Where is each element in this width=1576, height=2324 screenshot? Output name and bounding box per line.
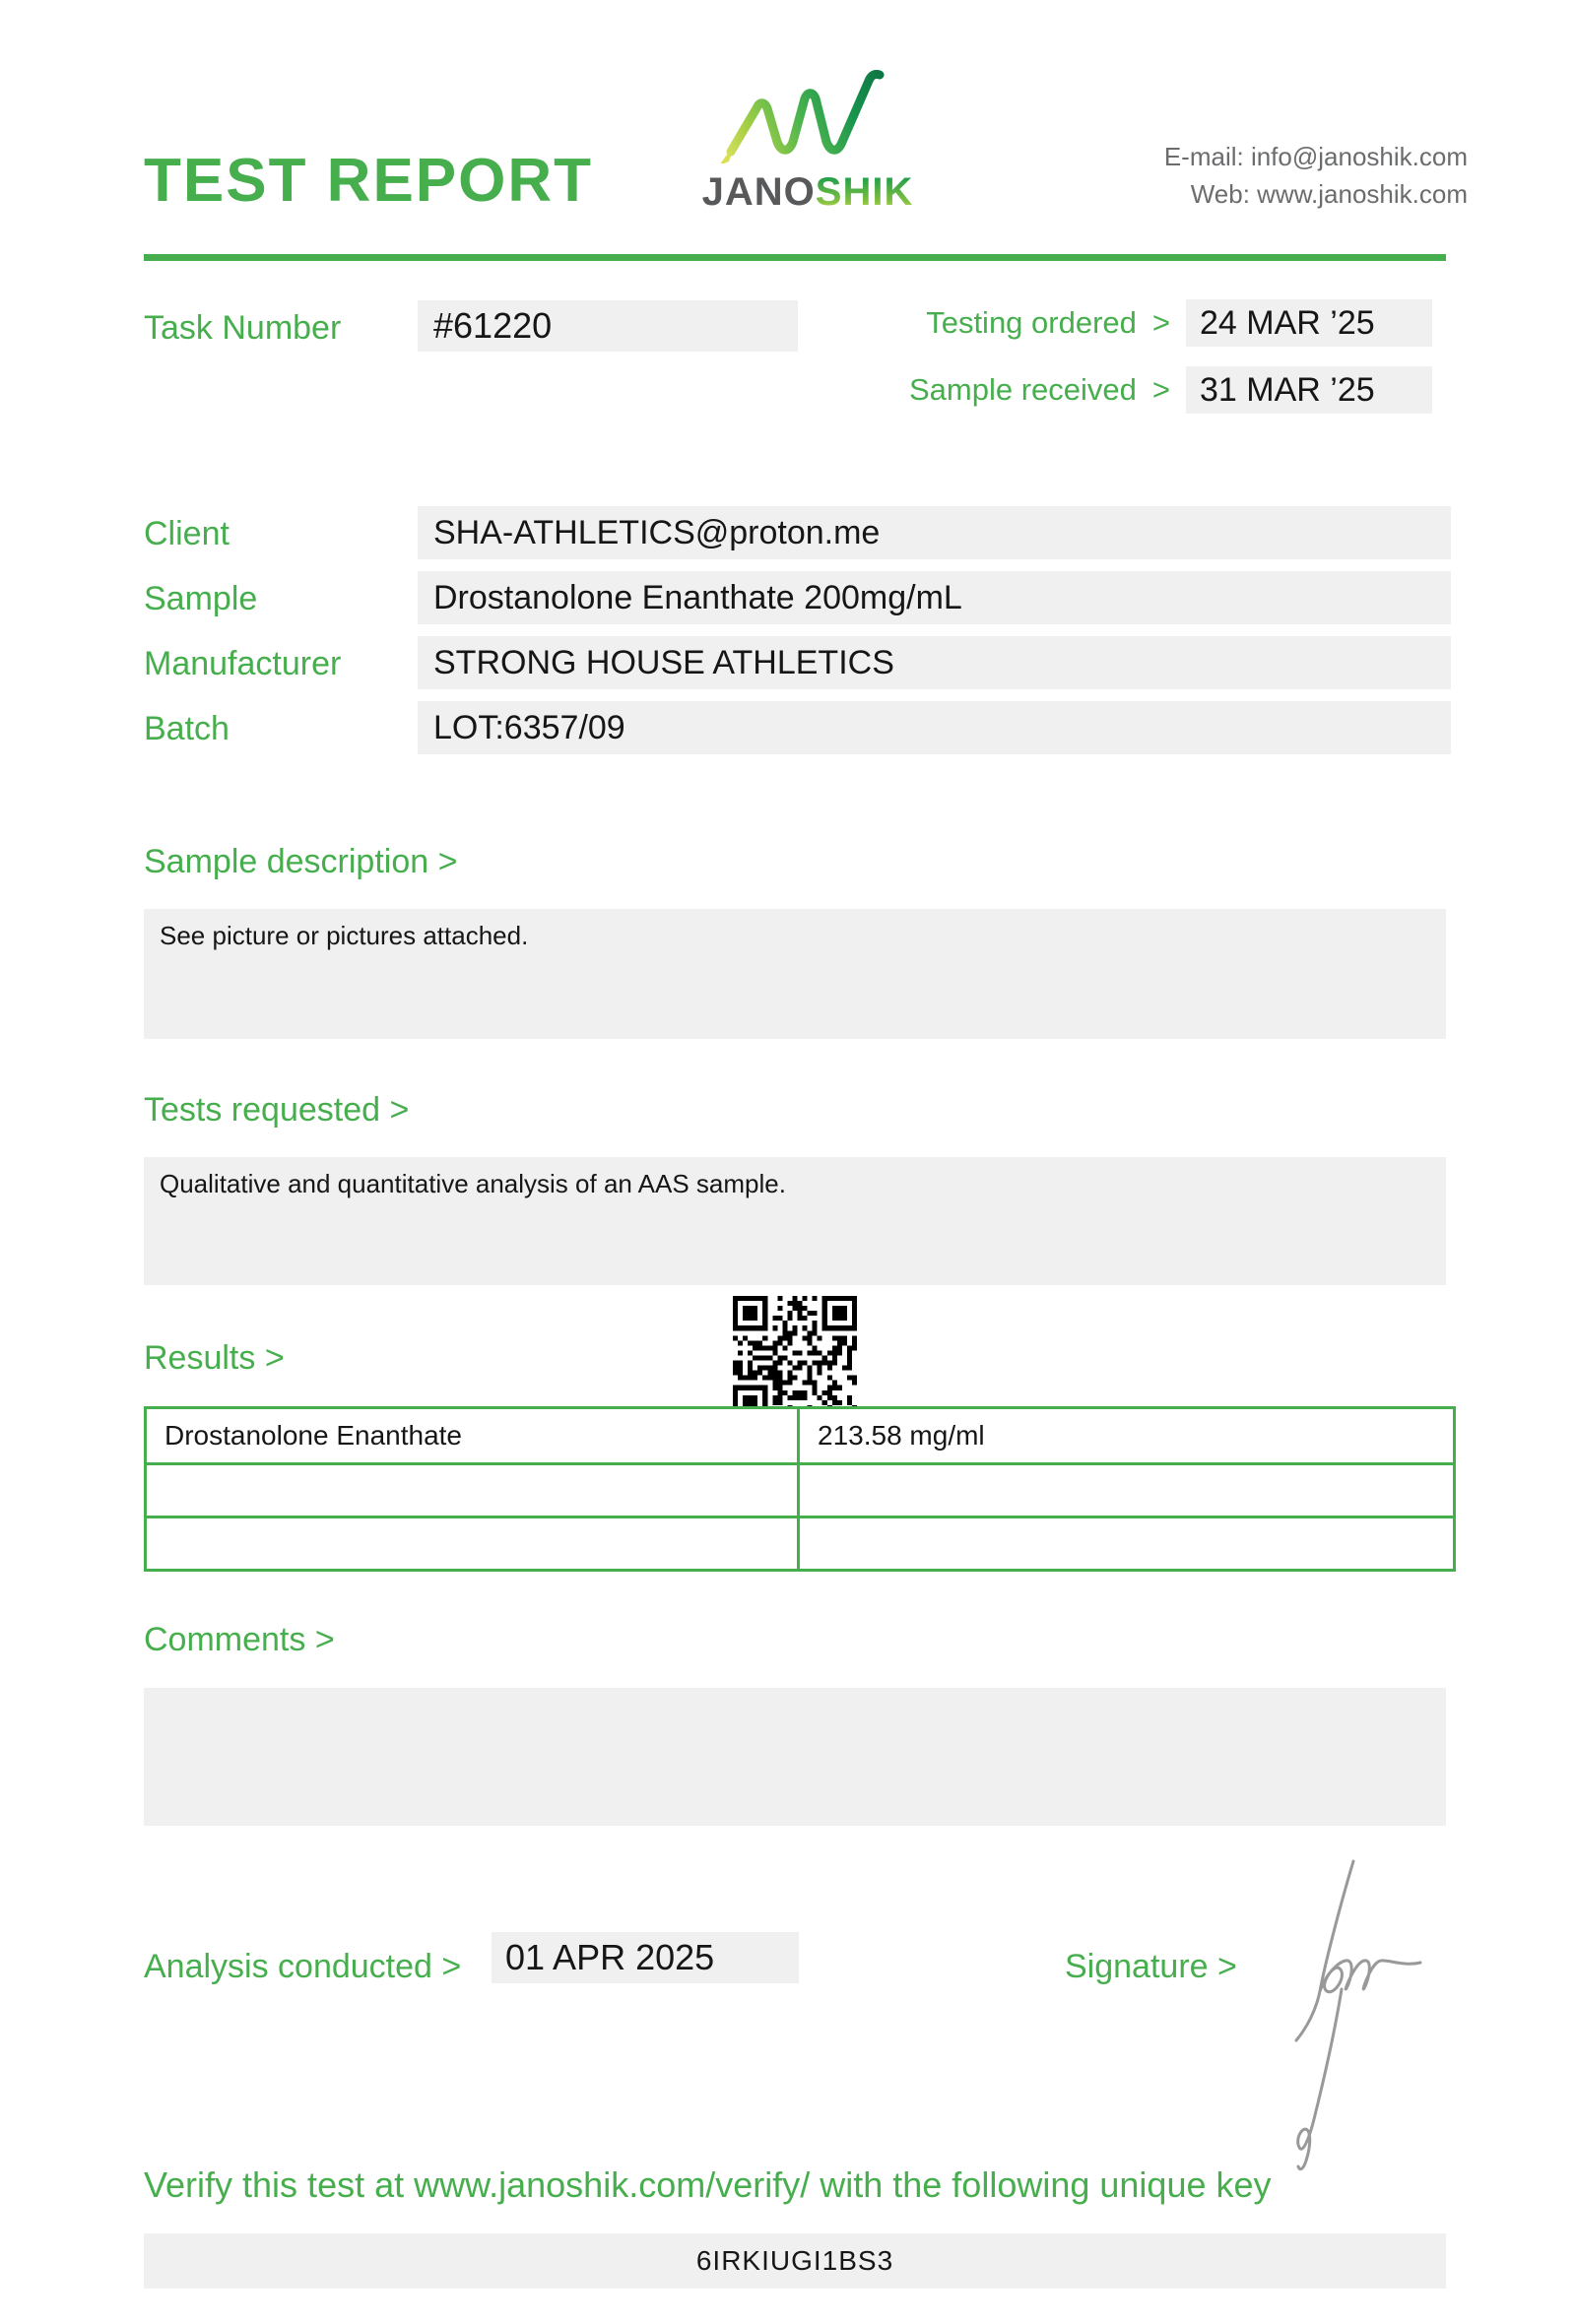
logo-text-shik: SHIK	[815, 170, 914, 214]
testing-ordered-arrow: >	[1151, 305, 1170, 340]
tests-requested-text: Qualitative and quantitative analysis of an AAS sample.	[160, 1169, 786, 1198]
result-value-cell	[797, 1462, 1453, 1516]
batch-field	[418, 701, 1451, 754]
task-number-field	[418, 300, 798, 352]
testing-ordered-label: Testing ordered	[926, 305, 1137, 340]
signature-icon	[1259, 1849, 1466, 2189]
contact-block	[1164, 138, 1468, 213]
sample-description-text: See picture or pictures attached.	[160, 921, 529, 950]
client-label: Client	[144, 515, 230, 552]
analysis-conducted-label: Analysis conducted >	[144, 1948, 462, 1985]
sample-description-heading: Sample description >	[144, 843, 458, 880]
tests-requested-box	[144, 1157, 1446, 1285]
batch-value: LOT:6357/09	[433, 709, 625, 746]
header-divider	[144, 254, 1446, 261]
sample-label: Sample	[144, 580, 258, 617]
result-substance-cell: Drostanolone Enanthate	[164, 1420, 462, 1451]
contact-email: E-mail: info@janoshik.com	[1163, 142, 1468, 171]
manufacturer-field	[418, 636, 1451, 689]
sample-field	[418, 571, 1451, 624]
verify-text: Verify this test at www.janoshik.com/verify/ with the following unique key	[144, 2164, 1272, 2205]
testing-ordered-field	[1186, 299, 1432, 347]
result-value-cell	[797, 1516, 1453, 1569]
analysis-date-field	[492, 1932, 799, 1983]
sample-received-value: 31 MAR ’25	[1200, 371, 1375, 409]
testing-ordered-row	[926, 299, 1432, 347]
task-number-label: Task Number	[144, 309, 342, 347]
sample-received-label: Sample received	[908, 372, 1137, 407]
growth-chart-icon	[678, 65, 938, 168]
results-table	[144, 1406, 1456, 1572]
qr-code-icon	[733, 1296, 857, 1420]
results-heading: Results >	[144, 1339, 285, 1377]
sample-received-arrow: >	[1151, 372, 1170, 407]
contact-web: Web: www.janoshik.com	[1190, 179, 1468, 209]
client-field	[418, 506, 1451, 559]
comments-heading: Comments >	[144, 1621, 335, 1658]
result-substance-cell	[147, 1516, 797, 1569]
batch-label: Batch	[144, 710, 230, 747]
analysis-date-value: 01 APR 2025	[505, 1937, 715, 1977]
tests-requested-heading: Tests requested >	[144, 1091, 410, 1129]
sample-received-row	[909, 366, 1432, 414]
comments-box	[144, 1688, 1446, 1826]
task-number-value: #61220	[433, 305, 553, 346]
testing-ordered-value: 24 MAR ’25	[1200, 304, 1375, 342]
unique-key-field	[144, 2233, 1446, 2289]
sample-received-field	[1186, 366, 1432, 414]
page-title: TEST REPORT	[144, 147, 594, 215]
signature-label: Signature >	[1065, 1948, 1237, 1985]
logo-text-jano: JANO	[701, 170, 816, 214]
client-value: SHA-ATHLETICS@proton.me	[433, 514, 881, 551]
result-substance-cell	[147, 1462, 797, 1516]
unique-key-value: 6IRKIUGI1BS3	[695, 2245, 894, 2276]
janoshik-logo	[678, 65, 938, 215]
result-value-cell: 213.58 mg/ml	[797, 1409, 1453, 1462]
sample-value: Drostanolone Enanthate 200mg/mL	[433, 579, 962, 616]
manufacturer-label: Manufacturer	[144, 645, 342, 682]
manufacturer-value: STRONG HOUSE ATHLETICS	[433, 644, 894, 681]
comments-text	[144, 1688, 1446, 1700]
sample-description-box	[144, 909, 1446, 1039]
logo-wordmark	[678, 170, 938, 215]
